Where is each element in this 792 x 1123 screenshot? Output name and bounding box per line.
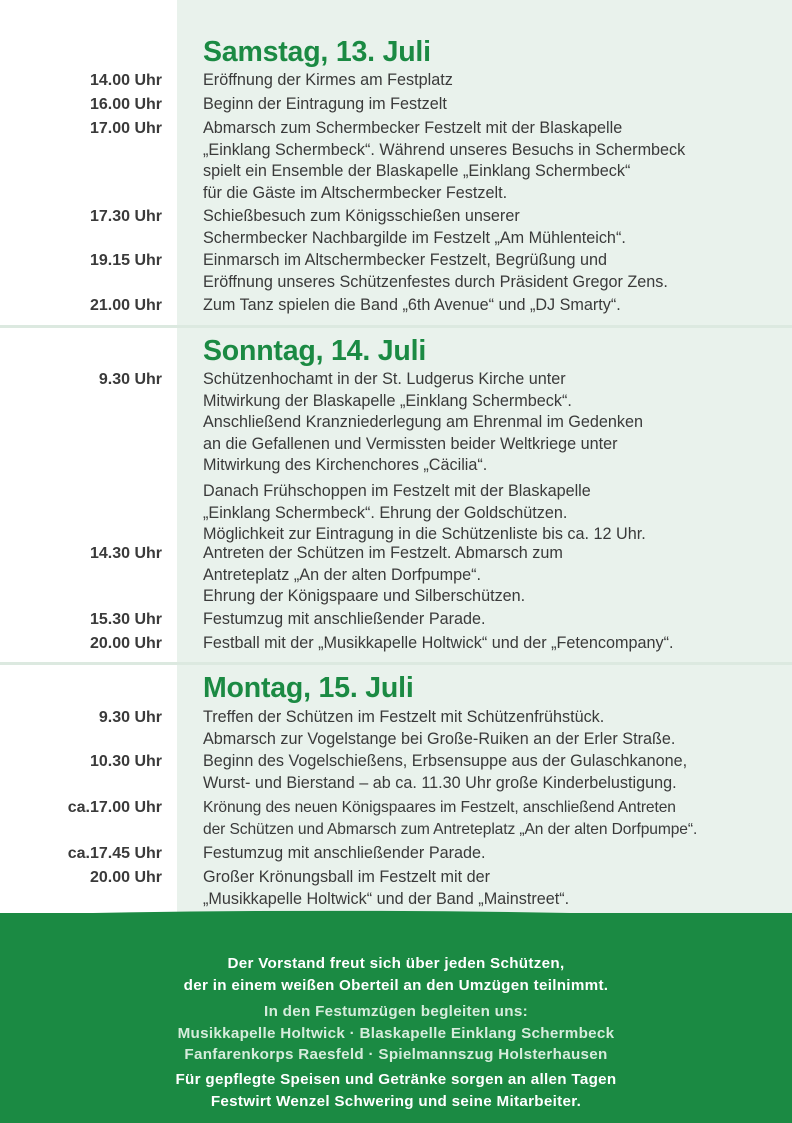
day-title: Sonntag, 14. Juli [203,335,427,367]
event-description: Schießbesuch zum Königsschießen unserer Schermbecker Nachbargilde im Festzelt „Am Mühlenteich“. [203,207,626,247]
event-description: Treffen der Schützen im Festzelt mit Schützenfrühstück. Abmarsch zur Vogelstange bei Große-Ruiken an der Erler Straße. [203,708,676,748]
event-time: ca.17.45 Uhr [67,845,162,862]
event-description: Schützenhochamt in der St. Ludgerus Kirche unter Mitwirkung der Blaskapelle „Einklang Schermbeck“. Anschließend Kranzniederlegung am Ehrenmal im Gedenken an die Gefallenen und Vermissten beider Weltkriege unter Mitwirkung des Kirchenchores „Cäcilia“. Danach Frühschoppen im Festzelt mit der Blaskapelle „Einklang Schermbeck“. Ehrung der Goldschützen. Möglichkeit zur Eintragung in die Schützenliste bis ca. 12 Uhr. [203,369,763,546]
footer-note-white-top: Der Vorstand freut sich über jeden Schützen, der in einem weißen Oberteil an den Umzügen teilnimmt. [183,955,609,994]
event-time: 17.30 Uhr [89,208,162,225]
section-divider [0,662,792,665]
event-description: Beginn der Eintragung im Festzelt [203,95,447,113]
event-time: 15.30 Uhr [89,611,162,628]
event-time: 16.00 Uhr [89,96,162,113]
day-title: Montag, 15. Juli [203,672,414,704]
event-description: Einmarsch im Altschermbecker Festzelt, Begrüßung und Eröffnung unseres Schützenfestes durch Präsident Gregor Zens. [203,251,668,291]
event-description: Eröffnung der Kirmes am Festplatz [203,71,453,89]
event-time: 9.30 Uhr [98,371,162,388]
footer-bands-list: In den Festumzügen begleiten uns: Musikkapelle Holtwick · Blaskapelle Einklang Schermbeck Fanfarenkorps Raesfeld · Spielmannszug Holsterhausen [177,1003,615,1063]
event-description-continued: Danach Frühschoppen im Festzelt mit der Blaskapelle „Einklang Schermbeck“. Ehrung der Goldschützen. Möglichkeit zur Eintragung in die Schützenliste bis ca. 12 Uhr. [203,481,646,544]
day-title: Samstag, 13. Juli [203,36,431,68]
event-time: 14.00 Uhr [89,72,162,89]
event-time: 20.00 Uhr [89,635,162,652]
footer-caterer-note: Für gepflegte Speisen und Getränke sorgen an allen Tagen Festwirt Wenzel Schwering und seine Mitarbeiter. [175,1071,617,1110]
event-time: 10.30 Uhr [89,753,162,770]
event-description: Beginn des Vogelschießens, Erbsensuppe aus der Gulaschkanone, Wurst- und Bierstand – ab ca. 11.30 Uhr große Kinderbelustigung. [203,752,688,792]
event-time: 9.30 Uhr [98,709,162,726]
event-time: 17.00 Uhr [89,120,162,137]
event-description: Antreten der Schützen im Festzelt. Abmarsch zum Antreteplatz „An der alten Dorfpumpe“. Ehrung der Königspaare und Silberschützen. [203,544,563,606]
footer-banner [0,913,792,1123]
section-divider [0,325,792,328]
event-time: 19.15 Uhr [89,252,162,269]
event-description: Festball mit der „Musikkapelle Holtwick“ und der „Fetencompany“. [203,634,674,652]
event-time: 21.00 Uhr [89,297,162,314]
event-time: 20.00 Uhr [89,869,162,886]
event-time: 14.30 Uhr [89,545,162,562]
event-description: Abmarsch zum Schermbecker Festzelt mit der Blaskapelle „Einklang Schermbeck“. Während unseres Besuchs in Schermbeck spielt ein Ensemble der Blaskapelle „Einklang Schermbeck“ für die Gäste im Altschermbecker Festzelt. [203,119,686,202]
event-time: ca.17.00 Uhr [67,799,162,816]
event-description: Krönung des neuen Königspaares im Festzelt, anschließend Antreten der Schützen und Abmarsch zum Antreteplatz „An der alten Dorfpumpe“. [203,799,698,838]
event-description: Festumzug mit anschließender Parade. [203,610,486,628]
event-description: Großer Krönungsball im Festzelt mit der „Musikkapelle Holtwick“ und der Band „Mainstreet“. [203,868,570,908]
event-description: Festumzug mit anschließender Parade. [203,844,486,862]
event-description: Zum Tanz spielen die Band „6th Avenue“ und „DJ Smarty“. [203,296,621,314]
